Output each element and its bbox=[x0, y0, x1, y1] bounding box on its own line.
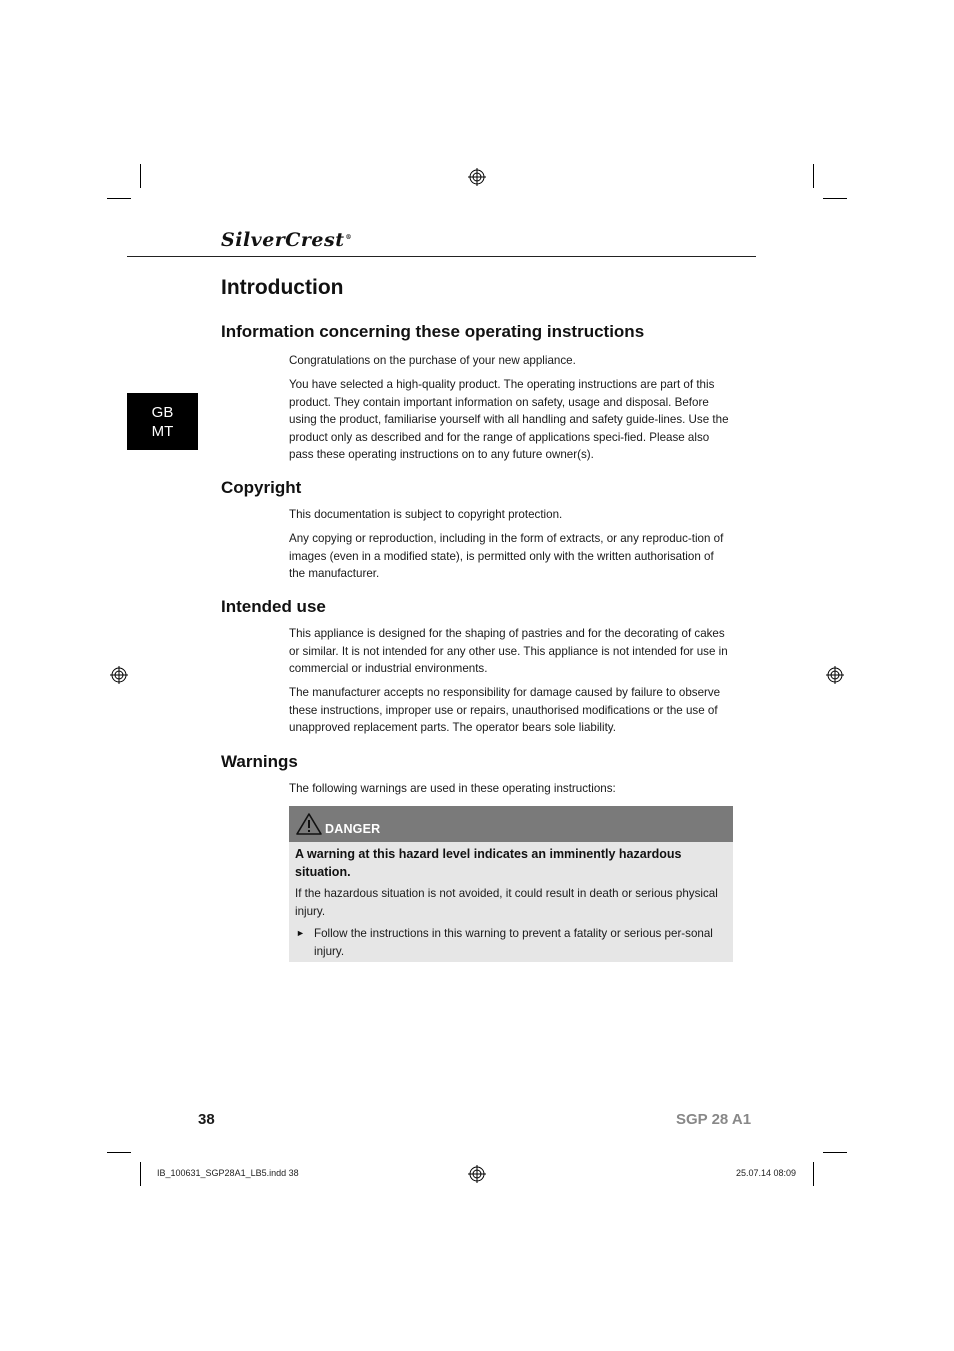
slug-file-info: IB_100631_SGP28A1_LB5.indd 38 bbox=[157, 1168, 299, 1178]
paragraph: This documentation is subject to copyright protection. bbox=[289, 508, 563, 521]
danger-summary: A warning at this hazard level indicates an imminently hazardous situation. bbox=[295, 847, 682, 879]
slug-date: 25.07.14 08:09 bbox=[736, 1168, 797, 1178]
danger-label: DANGER bbox=[325, 822, 381, 836]
paragraph: The manufacturer accepts no responsibility for damage caused by failure to observe these instructions, improper use or repairs, unauthorised modifications or the use of unapproved replacement parts. The operator bears sole liability. bbox=[289, 686, 721, 734]
crop-mark bbox=[107, 1152, 131, 1153]
registration-mark-icon bbox=[468, 168, 486, 186]
paragraph: Any copying or reproduction, including in the form of extracts, or any reproduc-tion of images (even in a modified state), is permitted only with the written authorisation of the manufacturer. bbox=[289, 532, 724, 580]
section-heading-information: Information concerning these operating instructions bbox=[221, 322, 645, 341]
crop-mark bbox=[823, 1152, 847, 1153]
crop-mark bbox=[823, 198, 847, 199]
danger-instruction: Follow the instructions in this warning to prevent a fatality or serious per-sonal injury. bbox=[314, 927, 713, 958]
crop-mark bbox=[140, 1162, 141, 1186]
crop-mark bbox=[107, 198, 131, 199]
brand-logo-text: SilverCrest bbox=[221, 229, 345, 251]
crop-mark bbox=[140, 164, 141, 188]
warning-triangle-icon bbox=[295, 812, 323, 836]
danger-description: If the hazardous situation is not avoided, it could result in death or serious physical injury. bbox=[295, 887, 718, 918]
crop-mark bbox=[813, 1162, 814, 1186]
section-heading-intended-use: Intended use bbox=[221, 597, 326, 616]
language-code-gb: GB bbox=[151, 404, 174, 421]
header-rule bbox=[127, 256, 756, 257]
paragraph: You have selected a high-quality product. The operating instructions are part of this product. They contain important information on safety, usage and disposal. Before using the product, familiarise yourself with all handling and safety guide-lines. Use the product only as described and for the range of applications speci-fied. Please also pass these operating instructions on to any future owner(s). bbox=[289, 378, 729, 461]
registered-mark: ® bbox=[345, 233, 352, 241]
language-tab bbox=[127, 393, 198, 450]
section-heading-warnings: Warnings bbox=[221, 752, 298, 771]
paragraph: This appliance is designed for the shaping of pastries and for the decorating of cakes or similar. It is not intended for any other use. This appliance is not intended for use in commercial or industrial environments. bbox=[289, 627, 728, 675]
language-code-mt: MT bbox=[151, 423, 174, 440]
bullet-arrow-icon: ► bbox=[296, 928, 305, 938]
registration-mark-icon bbox=[468, 1165, 486, 1183]
brand-logo bbox=[221, 229, 352, 251]
registration-mark-icon bbox=[826, 666, 844, 684]
model-number: SGP 28 A1 bbox=[676, 1111, 752, 1128]
paragraph: Congratulations on the purchase of your new appliance. bbox=[289, 354, 576, 367]
section-heading-copyright: Copyright bbox=[221, 478, 302, 497]
page-number: 38 bbox=[198, 1111, 215, 1128]
registration-mark-icon bbox=[110, 666, 128, 684]
paragraph: The following warnings are used in these operating instructions: bbox=[289, 782, 616, 795]
page-title: Introduction bbox=[221, 276, 344, 299]
crop-mark bbox=[813, 164, 814, 188]
